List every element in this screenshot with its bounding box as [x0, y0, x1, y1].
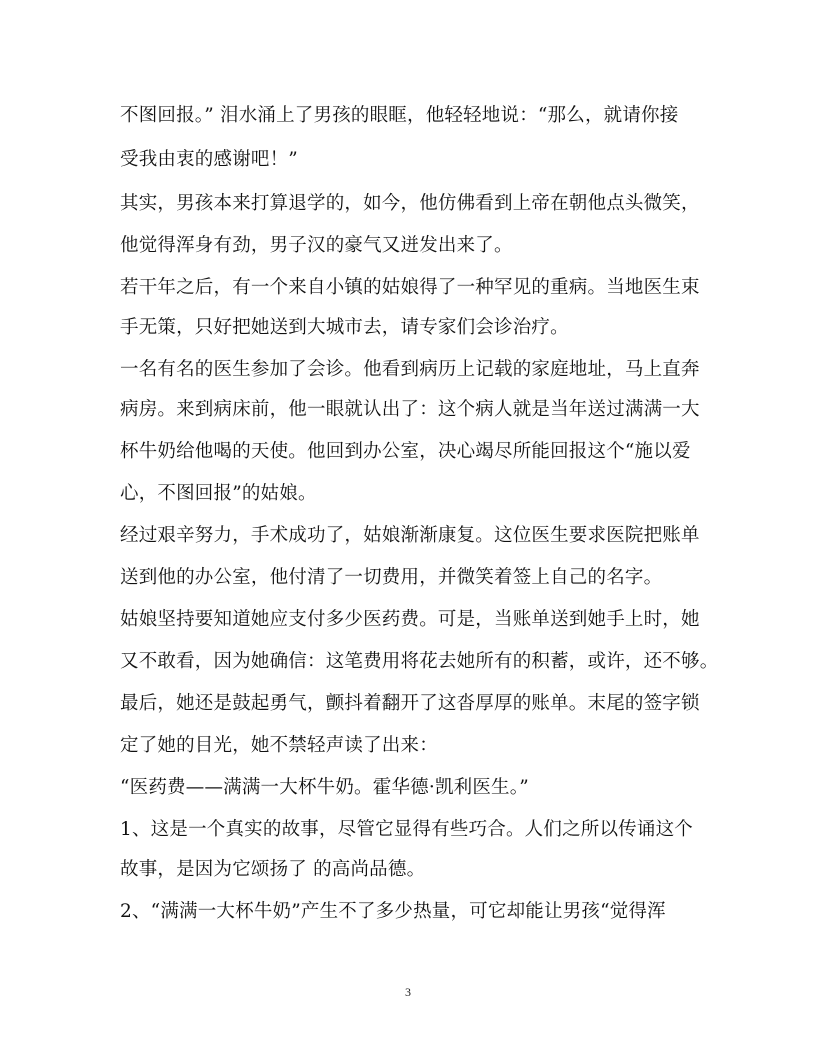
text-line: 最后，她还是鼓起勇气，颤抖着翻开了这沓厚厚的账单。末尾的签字锁: [120, 693, 700, 714]
text-line: 他觉得浑身有劲，男子汉的豪气又迸发出来了。: [120, 235, 513, 256]
text-line: “医药费——满满一大杯牛奶。霍华德·凯利医生。”: [120, 777, 529, 798]
text-line: 其实，男孩本来打算退学的，如今，他仿佛看到上帝在朝他点头微笑，: [120, 193, 700, 214]
text-line: 若干年之后，有一个来自小镇的姑娘得了一种罕见的重病。当地医生束: [120, 277, 700, 298]
text-line: 病房。来到病床前，他一眼就认出了：这个病人就是当年送过满满一大: [120, 399, 700, 420]
text-line: 定了她的目光，她不禁轻声读了出来：: [120, 735, 438, 756]
page-number: 3: [405, 985, 411, 999]
text-line: 送到他的办公室，他付清了一切费用，并微笑着签上自己的名字。: [120, 567, 663, 588]
text-line: 杯牛奶给他喝的天使。他回到办公室，决心竭尽所能回报这个“施以爱: [120, 441, 691, 462]
text-line: 又不敢看，因为她确信：这笔费用将花去她所有的积蓄，或许，还不够。: [120, 651, 719, 672]
text-line: 心，不图回报”的姑娘。: [120, 483, 317, 504]
text-line: 姑娘坚持要知道她应支付多少医药费。可是，当账单送到她手上时，她: [120, 609, 700, 630]
text-line: 故事，是因为它颂扬了 的高尚品德。: [120, 859, 426, 880]
text-line: 经过艰辛努力，手术成功了，姑娘渐渐康复。这位医生要求医院把账单: [120, 525, 700, 546]
text-line: 一名有名的医生参加了会诊。他看到病历上记载的家庭地址，马上直奔: [120, 359, 700, 380]
text-line: 不图回报。” 泪水涌上了男孩的眼眶，他轻轻地说：“那么，就请你接: [120, 105, 679, 126]
text-line: 受我由衷的感谢吧！”: [120, 149, 298, 170]
text-line: 手无策，只好把她送到大城市去，请专家们会诊治疗。: [120, 317, 569, 338]
text-line: 2、“满满一大杯牛奶”产生不了多少热量，可它却能让男孩“觉得浑: [120, 901, 666, 922]
text-line: 1、这是一个真实的故事，尽管它显得有些巧合。人们之所以传诵这个: [120, 819, 693, 840]
